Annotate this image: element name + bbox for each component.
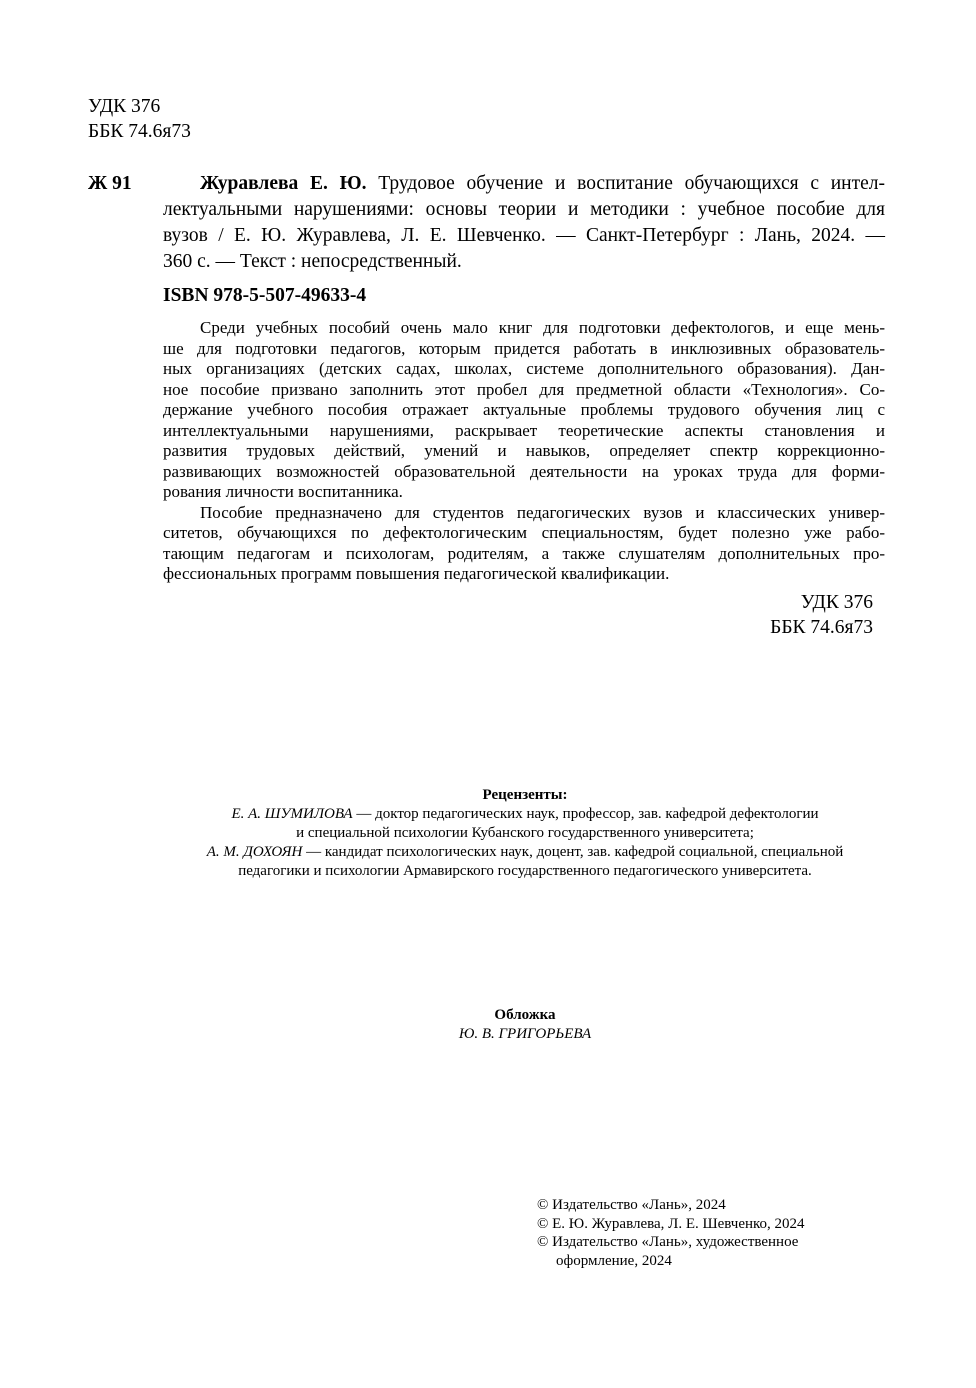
annotation-line: фессиональных программ повышения педагогической квалификации. (163, 564, 670, 583)
annotation-line: рования личности воспитанника. (163, 482, 403, 501)
reviewer-1-line-1 (150, 805, 900, 824)
cover-heading: Обложка (494, 1007, 556, 1023)
bbk-code: ББК 74.6я73 (770, 617, 873, 638)
isbn: ISBN 978-5-507-49633-4 (163, 285, 367, 306)
udk-code: УДК 376 (800, 592, 873, 613)
bibliographic-record (163, 171, 885, 275)
cover-credit (350, 1006, 700, 1044)
annotation-paragraph-1 (163, 318, 885, 503)
copyright-block (537, 1196, 805, 1270)
reviewer-2-credentials: — кандидат психологических наук, доцент, зав. кафедрой социальной, специальной (302, 844, 844, 860)
annotation-line: интеллектуальными нарушениями, раскрывает теоретические аспекты становления и (163, 420, 885, 440)
reviewer-2-name: А. М. ДОХОЯН (206, 844, 303, 860)
copyright-line-continuation: оформление, 2024 (556, 1252, 672, 1269)
annotation-line: развивающих возможностей образовательной деятельности на уроках труда для форми- (163, 461, 885, 481)
classification-block-bottom (740, 590, 873, 640)
annotation-line: держание учебного пособия отражает актуальные проблемы трудового обучения лиц с (163, 400, 885, 419)
classification-block-top (88, 94, 191, 144)
annotation-line: Пособие предназначено для студентов педагогических вузов и классических универ- (200, 502, 885, 522)
reviewers-heading: Рецензенты: (482, 787, 568, 803)
reviewer-1-credentials: — доктор педагогических наук, профессор, зав. кафедрой дефектологии (352, 806, 819, 822)
annotation (163, 318, 885, 585)
udk-code: УДК 376 (88, 96, 161, 117)
title-start: Трудовое обучение и воспитание обучающихся с интел- (378, 173, 886, 194)
author-sign: Ж 91 (88, 173, 132, 194)
annotation-line: ное пособие призвано заполнить этот пробел для предметной области «Технология». Со- (163, 379, 885, 399)
cover-designer-name: Ю. В. ГРИГОРЬЕВА (458, 1026, 592, 1042)
annotation-paragraph-2 (163, 503, 885, 585)
biblio-line-2: лектуальными нарушениями: основы теории и методики : учебное пособие для (163, 199, 885, 220)
reviewer-2-line-1 (150, 843, 900, 862)
author-name: Журавлева Е. Ю. (200, 173, 367, 194)
annotation-line: ше для подготовки педагогов, которым придется работать в инклюзивных образователь- (163, 338, 885, 358)
reviewer-1-line-2: и специальной психологии Кубанского государственного университета; (296, 825, 754, 841)
annotation-line: развития трудовых действий, умений и навыков, определяет спектр коррекционно- (163, 441, 885, 460)
annotation-line: Среди учебных пособий очень мало книг для подготовки дефектологов, и еще мень- (200, 318, 885, 337)
annotation-line: тающим педагогам и психологам, родителям, а также слушателям дополнительных про- (163, 543, 885, 563)
bbk-code: ББК 74.6я73 (88, 121, 191, 142)
reviewer-1-name: Е. А. ШУМИЛОВА (231, 806, 353, 822)
copyright-line: © Е. Ю. Журавлева, Л. Е. Шевченко, 2024 (537, 1215, 805, 1232)
annotation-line: ситетов, обучающихся по дефектологическим специальностям, будет полезно уже рабо- (163, 523, 885, 542)
biblio-line-4: 360 с. — Текст : непосредственный. (163, 251, 462, 272)
biblio-line-3: вузов / Е. Ю. Журавлева, Л. Е. Шевченко. — Санкт-Петербург : Лань, 2024. — (163, 225, 885, 246)
copyright-line: © Издательство «Лань», художественное (537, 1234, 799, 1250)
biblio-line-1 (163, 171, 885, 197)
reviewer-2-line-2: педагогики и психологии Армавирского государственного педагогического университета. (238, 863, 812, 879)
copyright-line: © Издательство «Лань», 2024 (537, 1197, 726, 1213)
reviewers-block (150, 786, 900, 881)
annotation-line: ных организациях (детских садах, школах, системе дополнительного образования). Дан- (163, 359, 885, 378)
